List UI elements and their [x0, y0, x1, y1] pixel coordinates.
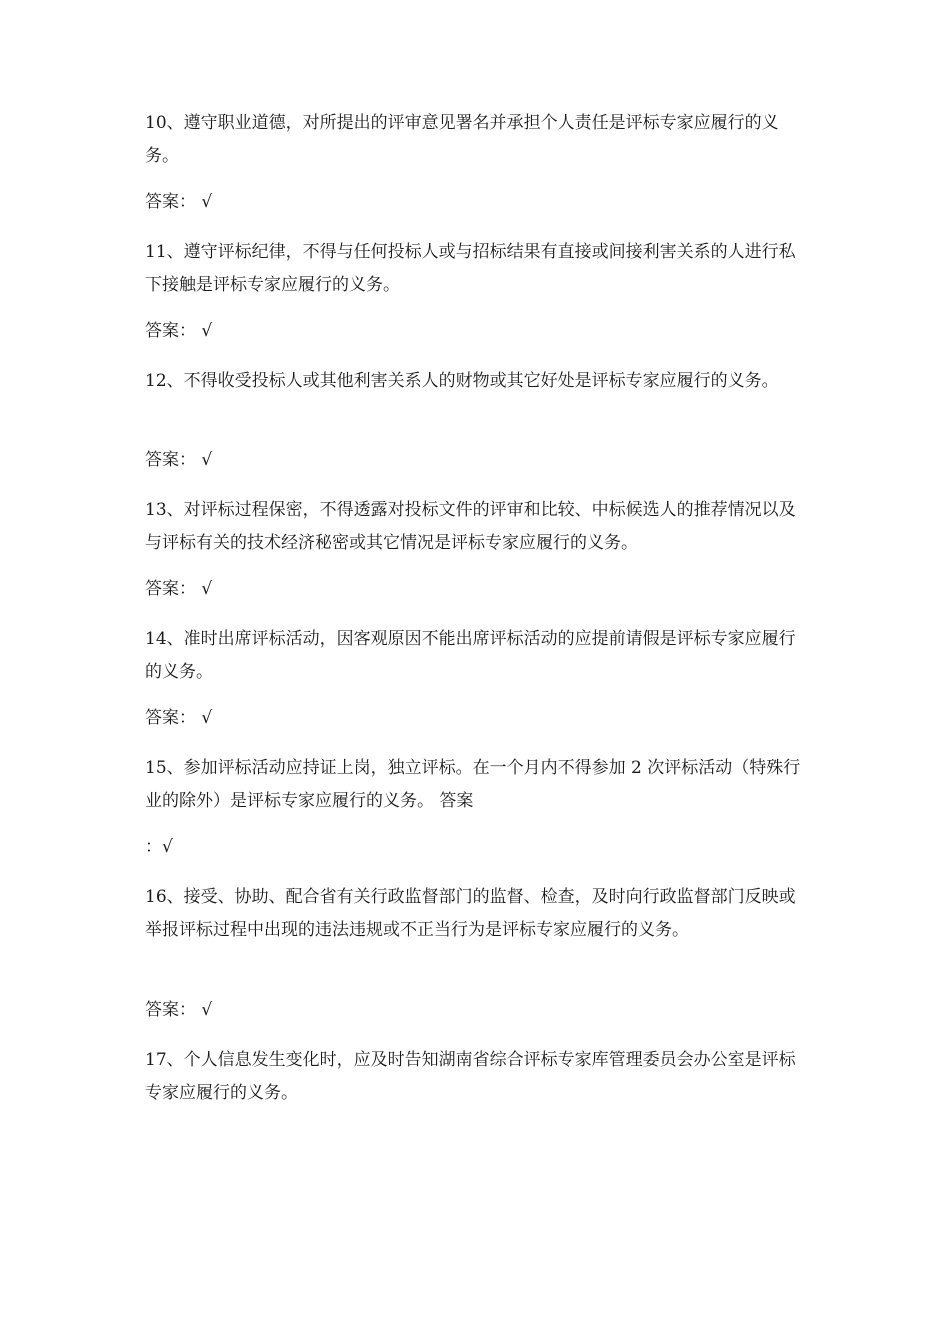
answer-16: 答案： √: [145, 1000, 213, 1020]
question-16: 16、接受、协助、配合省有关行政监督部门的监督、检查，及时向行政监督部门反映或举报评标过程中出现的违法违规或不正当行为是评标专家应履行的义务。: [145, 887, 796, 940]
question-11: 11、遵守评标纪律，不得与任何投标人或与招标结果有直接或间接利害关系的人进行私下接触是评标专家应履行的义务。: [145, 242, 796, 295]
question-17: 17、个人信息发生变化时，应及时告知湖南省综合评标专家库管理委员会办公室是评标专家应履行的义务。: [145, 1050, 796, 1103]
question-14: 14、准时出席评标活动，因客观原因不能出席评标活动的应提前请假是评标专家应履行的义务。: [145, 629, 796, 682]
answer-14: 答案： √: [145, 708, 213, 728]
answer-13: 答案： √: [145, 579, 213, 599]
question-12: 12、不得收受投标人或其他利害关系人的财物或其它好处是评标专家应履行的义务。: [145, 371, 779, 391]
question-13: 13、对评标过程保密，不得透露对投标文件的评审和比较、中标候选人的推荐情况以及与评标有关的技术经济秘密或其它情况是评标专家应履行的义务。: [145, 500, 796, 553]
answer-10: 答案： √: [145, 192, 213, 212]
answer-11: 答案： √: [145, 321, 213, 341]
question-15: 15、参加评标活动应持证上岗，独立评标。在一个月内不得参加 2 次评标活动（特殊行业的除外）是评标专家应履行的义务。 答案: [145, 758, 801, 811]
question-10: 10、遵守职业道德，对所提出的评审意见署名并承担个人责任是评标专家应履行的义务。: [145, 113, 779, 166]
answer-15: ：√: [145, 837, 173, 857]
answer-12: 答案： √: [145, 450, 213, 470]
